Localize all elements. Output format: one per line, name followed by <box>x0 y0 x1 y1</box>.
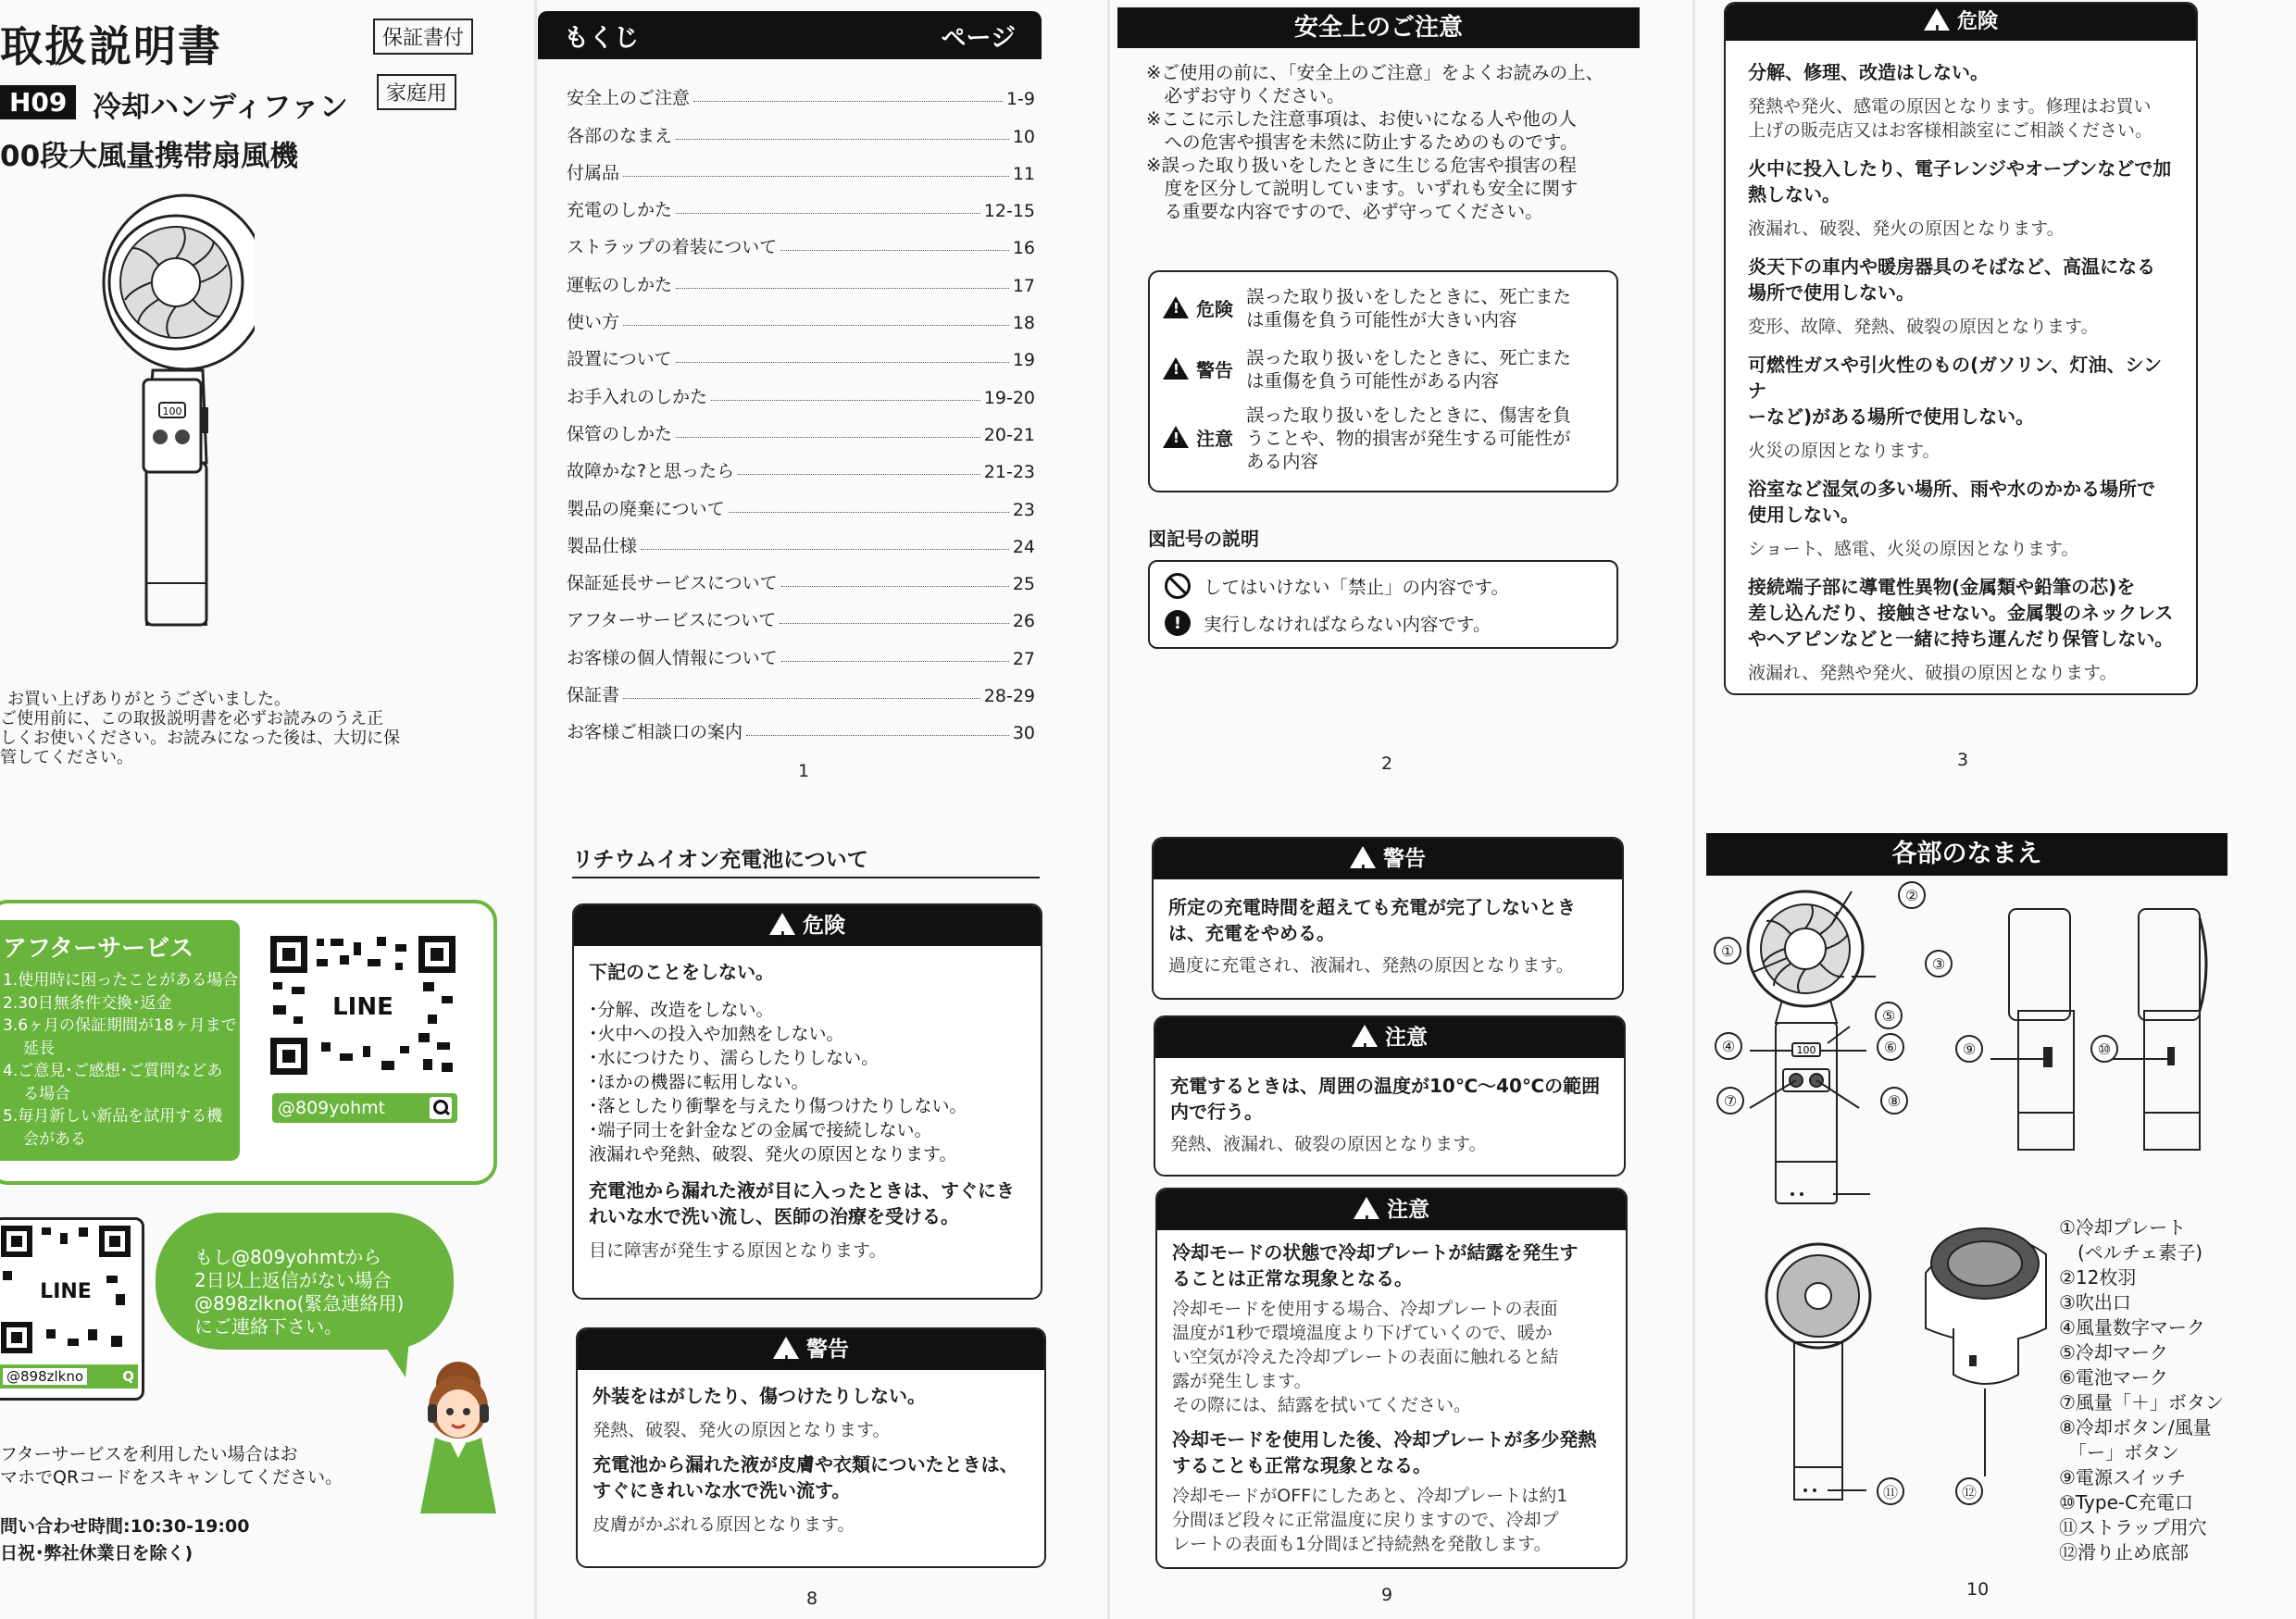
danger-item: 可燃性ガスや引火性のもの(ガソリン、灯油、シンナ ーなど)がある場所で使用しない。 火災の原因となります。 <box>1748 354 2163 461</box>
manual-title: 取扱説明書 <box>0 21 222 71</box>
danger-label: !危険 <box>1163 285 1233 331</box>
toc-row[interactable]: 保証書 28-29 <box>567 685 1035 707</box>
caution-label: !注意 <box>1163 404 1233 473</box>
product-subtitle: 00段大風量携帯扇風機 <box>0 140 299 173</box>
toc-row[interactable]: 製品仕様 24 <box>567 535 1035 557</box>
toc-row[interactable]: ストラップの着装について 16 <box>567 237 1035 259</box>
symbols-box <box>1148 560 1618 649</box>
bottom-view-diagram <box>1907 1217 2055 1504</box>
callout-1: ① <box>1714 937 1741 965</box>
after-service-green <box>0 920 240 1161</box>
operator-character <box>407 1356 509 1513</box>
bubble-line: 2日以上返信がない場合 <box>194 1269 392 1291</box>
callout-5: ⑤ <box>1875 1002 1903 1029</box>
warning-triangle-icon <box>773 1337 799 1359</box>
line-qr-code[interactable] <box>266 931 460 1079</box>
model-badge: H09 <box>0 85 76 119</box>
back-view-diagram <box>1763 1240 1874 1509</box>
battery-warning-content: 外装をはがしたり、傷つけたりしない。 発熱、破裂、発火の原因となります。 充電池から漏れた液が皮膚や衣類についたときは、 すぐにきれいな水で洗い流す。 皮膚がかぶれる原因となります。 <box>593 1385 1018 1535</box>
note-line: 必ずお守りください。 <box>1146 85 1345 106</box>
symbol-prohibit-row: してはいけない「禁止」の内容です。 <box>1165 573 1509 599</box>
toc-title: もくじ <box>564 23 639 53</box>
hazard-level-table <box>1148 270 1618 492</box>
toc-row[interactable]: 保管のしかた 20-21 <box>567 423 1035 445</box>
toc-row[interactable]: 各部のなまえ 10 <box>567 125 1035 147</box>
hazard-desc: 誤った取り扱いをしたときに、傷害を負 うことや、物的損害が発生する可能性が ある内容 <box>1246 405 1572 472</box>
warning-triangle-icon <box>769 913 795 935</box>
after-service-item: 4.ご意見･ご感想･ご質問などあ <box>3 1062 223 1080</box>
toc-row[interactable]: 運転のしかた 17 <box>567 274 1035 296</box>
callout-8: ⑧ <box>1880 1087 1908 1115</box>
danger-page-box <box>1724 2 2198 695</box>
parts-item: 「ー」ボタン <box>2059 1441 2179 1463</box>
parts-item: ⑨電源スイッチ <box>2059 1466 2187 1488</box>
toc-row[interactable]: 使い方 18 <box>567 312 1035 334</box>
toc-row[interactable]: お客様ご相談口の案内 30 <box>567 722 1035 744</box>
battery-title-rule <box>572 877 1040 878</box>
battery-danger-box <box>572 903 1042 1300</box>
hazard-row-danger <box>1163 285 1571 331</box>
callout-2: ② <box>1898 881 1926 909</box>
toc-row[interactable]: 故障かな?と思ったら 21-23 <box>567 461 1035 483</box>
page-number: 10 <box>1966 1579 1990 1600</box>
parts-item: ③吹出口 <box>2059 1291 2131 1314</box>
toc-row[interactable]: お手入れのしかた 19-20 <box>567 386 1035 408</box>
parts-list <box>2059 1215 2224 1565</box>
warning-triangle-icon <box>1163 296 1189 318</box>
page-number: 2 <box>1381 753 1393 774</box>
callout-7: ⑦ <box>1716 1087 1744 1115</box>
toc-page-label: ページ <box>941 23 1016 53</box>
after-service-item: 3.6ヶ月の保証期間が18ヶ月まで <box>3 1016 237 1035</box>
after-service-item: 会がある <box>23 1129 86 1149</box>
note-line: 度を区分して説明しています。いずれも安全に関す <box>1146 178 1578 199</box>
cooling-caution-header: !注意 <box>1157 1189 1626 1230</box>
bubble-line: @898zlkno(緊急連絡用) <box>194 1292 405 1314</box>
thanks-message <box>0 690 400 767</box>
note-line: ※ご使用の前に、「安全上のご注意」をよくお読みの上、 <box>1146 62 1604 83</box>
warning-triangle-icon <box>1354 1197 1379 1219</box>
toc-row[interactable]: アフターサービスについて 26 <box>567 610 1035 632</box>
parts-item: ①冷却プレート <box>2059 1216 2187 1239</box>
after-service-title: アフターサービス <box>3 935 194 963</box>
fan-illustration <box>88 185 255 639</box>
symbols-title: 図記号の説明 <box>1148 528 1259 550</box>
warning-triangle-icon <box>1163 357 1189 380</box>
svg-text:LINE: LINE <box>40 1280 92 1303</box>
instruction-line: フターサービスを利用したい場合はお <box>0 1444 298 1464</box>
warning-triangle-icon <box>1924 8 1950 31</box>
emergency-line-id-search[interactable] <box>0 1364 138 1389</box>
qr2-frame <box>0 1217 144 1401</box>
after-service-box <box>0 900 497 1185</box>
thanks-line: 管してください。 <box>0 748 133 767</box>
parts-item: ⑦風量「＋」ボタン <box>2059 1391 2224 1414</box>
danger-item: 火中に投入したり、電子レンジやオーブンなどで加 熱しない。 液漏れ、破裂、発火の原因となります。 <box>1748 157 2172 239</box>
bubble-line: もし@809yohmtから <box>194 1246 382 1268</box>
toc-row[interactable]: 保証延長サービスについて 25 <box>567 573 1035 595</box>
parts-item: ⑩Type-C充電口 <box>2059 1491 2194 1513</box>
bubble-line: にご連絡下さい。 <box>194 1315 343 1338</box>
callout-12: ⑫ <box>1955 1477 1983 1505</box>
danger-item: 炎天下の車内や暖房器具のそばなど、高温になる 場所で使用しない。 変形、故障、発熱、破裂の原因となります。 <box>1748 255 2155 337</box>
toc-header <box>538 11 1042 59</box>
parts-item: ⑪ストラップ用穴 <box>2059 1516 2207 1538</box>
page-number: 9 <box>1381 1585 1393 1605</box>
line-id-text: @809yohmt <box>278 1098 386 1118</box>
after-service-item: 1.使用時に困ったことがある場合 <box>3 971 239 990</box>
callout-11: ⑪ <box>1877 1477 1904 1505</box>
fold-line <box>1692 0 1695 1619</box>
hazard-row-warning <box>1163 346 1571 392</box>
danger-lead: 下記のことをしない。 <box>589 961 774 983</box>
toc-row[interactable]: 付属品 11 <box>567 162 1035 184</box>
charge-warning-box <box>1152 837 1624 1000</box>
safety-header: 安全上のご注意 <box>1117 7 1640 48</box>
parts-item: ④風量数字マーク <box>2059 1316 2205 1339</box>
warning-triangle-icon <box>1352 1025 1378 1047</box>
note-line: ※誤った取り扱いをしたときに生じる危害や損害の程 <box>1146 155 1577 176</box>
parts-item: ⑥電池マーク <box>2059 1366 2168 1389</box>
callout-6: ⑥ <box>1877 1033 1904 1061</box>
warning-triangle-icon <box>1350 846 1376 868</box>
page-number: 8 <box>806 1588 818 1609</box>
emergency-line-id: @898zlkno <box>3 1368 87 1385</box>
cooling-caution-box <box>1155 1188 1628 1569</box>
after-service-item: る場合 <box>23 1084 70 1103</box>
parts-item: (ペルチェ素子) <box>2059 1241 2203 1264</box>
display-digits: 100 <box>162 405 182 417</box>
charge-caution-content: 充電するときは、周囲の温度が10℃～40℃の範囲 内で行う。 発熱、液漏れ、破裂の原因となります。 <box>1170 1075 1601 1154</box>
search-icon <box>430 1097 452 1119</box>
note-line: への危害や損害を未然に防止するためのものです。 <box>1146 131 1578 153</box>
toc-row[interactable]: 製品の廃棄について 23 <box>567 498 1035 520</box>
hazard-desc: 誤った取り扱いをしたときに、死亡また は重傷を負う可能性がある内容 <box>1246 347 1572 392</box>
search-icon: Q <box>122 1368 134 1385</box>
battery-title: リチウムイオン充電池について <box>572 848 868 872</box>
symbol-mandatory-row: ! 実行しなければならない内容です。 <box>1165 610 1491 636</box>
svg-text:LINE: LINE <box>332 993 393 1021</box>
battery-warning-header: !警告 <box>578 1329 1044 1370</box>
toc-row[interactable]: 設置について 19 <box>567 349 1035 371</box>
charge-caution-header: !注意 <box>1155 1017 1624 1058</box>
thanks-line: お買い上げありがとうございました。 <box>7 690 291 709</box>
danger-items <box>1726 41 2196 685</box>
toc-list <box>567 72 1035 743</box>
display-digits: 100 <box>1796 1044 1816 1056</box>
charge-warning-content: 所定の充電時間を超えても充電が完了しないとき は、充電をやめる。 過度に充電され、液漏れ、発熱の原因となります。 <box>1168 896 1576 976</box>
parts-item: ⑤冷却マーク <box>2059 1341 2168 1364</box>
mandatory-icon: ! <box>1165 610 1191 636</box>
toc-row[interactable]: 充電のしかた 12-15 <box>567 200 1035 222</box>
parts-item: ②12枚羽 <box>2059 1266 2137 1289</box>
hazard-desc: 誤った取り扱いをしたときに、死亡また は重傷を負う可能性が大きい内容 <box>1246 286 1572 330</box>
home-use-tag: 家庭用 <box>377 74 456 110</box>
note-line: ※ここに示した注意事項は、お使いになる人や他の人 <box>1146 108 1577 130</box>
after-service-instructions <box>0 1443 343 1489</box>
callout-4: ④ <box>1715 1032 1742 1060</box>
danger-header: !危険 <box>1726 4 2196 41</box>
prohibit-icon <box>1165 573 1191 599</box>
safety-notes <box>1146 61 1603 223</box>
thanks-line: ご使用前に、この取扱説明書を必ずお読みのうえ正 <box>0 709 383 729</box>
parts-header: 各部のなまえ <box>1706 833 2227 876</box>
callout-9: ⑨ <box>1955 1035 1983 1063</box>
warning-label: !警告 <box>1163 346 1233 392</box>
warning-triangle-icon <box>1163 426 1189 448</box>
after-service-item: 2.30日無条件交換･返金 <box>3 993 172 1013</box>
page-number: 3 <box>1957 750 1969 770</box>
toc-row[interactable]: お客様の個人情報について 27 <box>567 647 1035 669</box>
toc-row[interactable]: 安全上のご注意 1-9 <box>567 88 1035 110</box>
battery-danger-content: 下記のことをしない。 ･分解、改造をしない。 ･火中への投入や加熱をしない。 ･水につけたり、濡らしたりしない。 ･ほかの機器に転用しない。 ･落としたり衝撃を与えたり傷つけたりしない。 ･端子同士を針金などの金属で接続しない。 液漏れや発熱、破裂、発火の原因となります。 充電池から漏れた液が目に入ったときは、すぐにき れいな水で洗い流し、医師の治療を受ける。 目に障害が発生する原因となります。 <box>574 946 1041 1263</box>
danger-item: 分解、修理、改造はしない。 発熱や発火、感電の原因となります。修理はお買い 上げの販売店又はお客様相談室にご相談ください。 <box>1748 61 2153 141</box>
side-view-diagram <box>1953 900 2222 1177</box>
charge-warning-header: !警告 <box>1154 839 1622 879</box>
thanks-line: しくお使いください。お読みになった後は、大切に保 <box>0 729 400 748</box>
danger-item: 浴室など湿気の多い場所、雨や水のかかる場所で 使用しない。 ショート、感電、火災の原因となります。 <box>1748 478 2155 559</box>
fold-line <box>534 0 537 1619</box>
instruction-line: マホでQRコードをスキャンしてください。 <box>0 1467 343 1488</box>
contact-hours: 問い合わせ時間:10:30-19:00 <box>0 1516 250 1537</box>
battery-danger-header: !危険 <box>574 905 1041 946</box>
after-service-item: 5.毎月新しい新品を試用する機 <box>3 1107 223 1126</box>
page-number: 1 <box>798 761 810 781</box>
line-id-search[interactable] <box>272 1093 457 1123</box>
battery-warning-box <box>576 1327 1046 1568</box>
cooling-caution-content: 冷却モードの状態で冷却プレートが結露を発生す ることは正常な現象となる。 冷却モードを使用する場合、冷却プレートの表面 温度が1秒で環境温度より下げていくので、暖か い空気が冷えた冷却プレートの表面に触れると結 露が発生します。 その際には、結露を拭いてください。 冷却モードを使用した後、冷却プレートが多少発熱 することも正常な現象となる。 冷却モードがOFFにしたあと、冷却プレートは約1 分間ほど段々に正常温度に戻りますので、冷却プ レートの表面も1分間ほど持続熱を発散します。 <box>1172 1241 1597 1554</box>
note-line: る重要な内容ですので、必ず守ってください。 <box>1146 201 1543 222</box>
product-name: 冷却ハンディファン <box>93 91 348 124</box>
hazard-row-caution <box>1163 404 1571 473</box>
contact-holidays: 日祝･弊社休業日を除く) <box>0 1543 193 1563</box>
callout-10: ⑩ <box>2090 1035 2118 1063</box>
danger-item: 接続端子部に導電性異物(金属類や鉛筆の芯)を 差し込んだり、接触させない。金属製のネックレス やヘアピンなどと一緒に持ち運んだり保管しない。 液漏れ、発熱や発火、破損の原因となります。 <box>1748 576 2174 683</box>
parts-item: ⑫滑り止め底部 <box>2059 1541 2189 1563</box>
contact-bubble <box>156 1213 454 1350</box>
callout-3: ③ <box>1925 950 1953 978</box>
after-service-item: 延長 <box>23 1039 55 1058</box>
emergency-line-qr-code[interactable] <box>0 1220 136 1359</box>
warranty-tag: 保証書付 <box>373 19 473 55</box>
parts-item: ⑧冷却ボタン/風量 <box>2059 1416 2212 1438</box>
fold-line <box>1107 0 1110 1619</box>
charge-caution-box <box>1154 1015 1626 1177</box>
after-service-list <box>0 969 240 1151</box>
bubble-tail <box>381 1340 409 1377</box>
